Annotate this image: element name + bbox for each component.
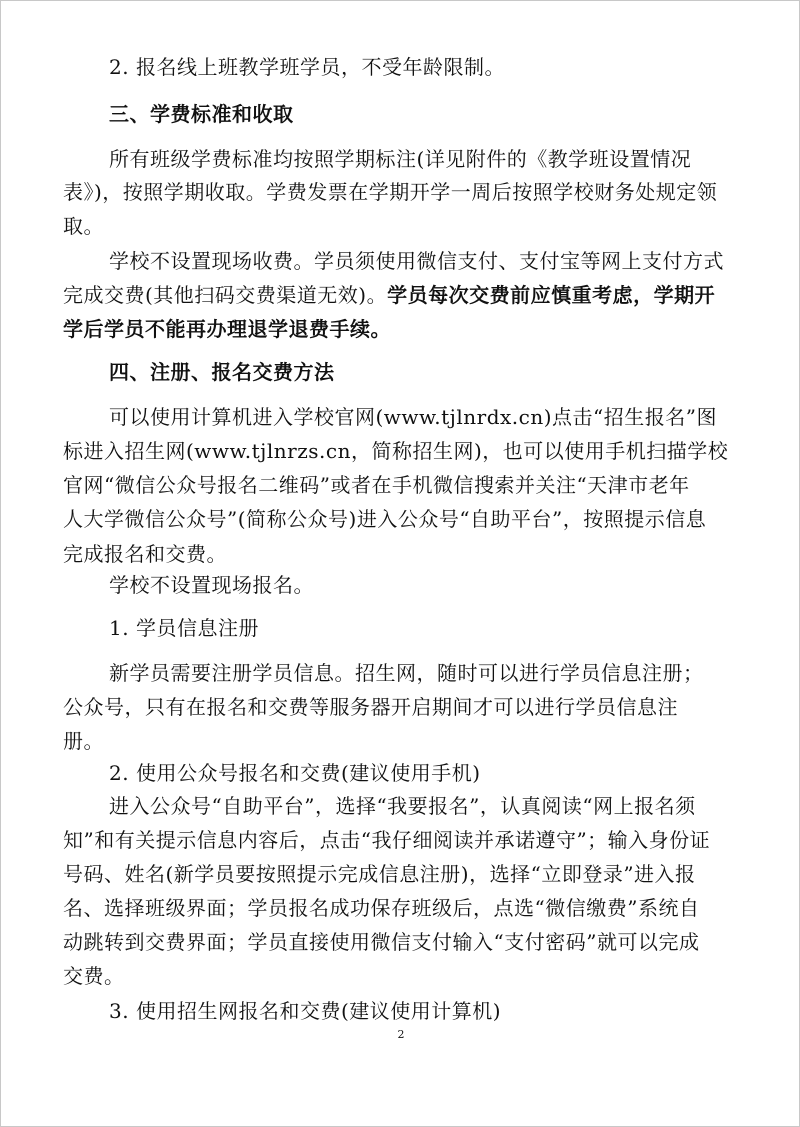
paragraph-line: 标进入招生网(www.tjlnrzs.cn，简称招生网)，也可以使用手机扫描学校: [63, 439, 729, 463]
paragraph-line: 进入公众号“自助平台”，选择“我要报名”，认真阅读“网上报名须: [109, 794, 696, 818]
paragraph-line: 完成报名和交费。: [63, 542, 227, 566]
paragraph-line: 名、选择班级界面；学员报名成功保存班级后，点选“微信缴费”系统自: [63, 896, 700, 920]
paragraph-line: 知”和有关提示信息内容后，点击“我仔细阅读并承诺遵守”；输入身份证: [63, 828, 711, 852]
paragraph-line: 公众号，只有在报名和交费等服务器开启期间才可以进行学员信息注: [63, 695, 678, 719]
paragraph-line: 人大学微信公众号”(简称公众号)进入公众号“自助平台”，按照提示信息: [63, 507, 707, 531]
bold-warning-text: 学员每次交费前应慎重考虑，学期开: [387, 283, 716, 307]
paragraph-line: 官网“微信公众号报名二维码”或者在手机微信搜索并关注“天津市老年: [63, 473, 690, 497]
paragraph-line: 交费。: [63, 964, 125, 988]
paragraph-line: 学校不设置现场报名。: [109, 573, 314, 597]
list-item-age-limit: 2. 报名线上班教学班学员，不受年龄限制。: [109, 55, 505, 79]
subheading-student-registration: 1. 学员信息注册: [109, 616, 259, 640]
section-heading-registration: 四、注册、报名交费方法: [109, 360, 335, 384]
page-number: 2: [397, 1028, 405, 1041]
paragraph-line: 学校不设置现场收费。学员须使用微信支付、支付宝等网上支付方式: [109, 249, 724, 273]
paragraph-line: [63, 281, 715, 309]
paragraph-text: 完成交费(其他扫码交费渠道无效)。: [63, 283, 388, 307]
paragraph-line: 新学员需要注册学员信息。招生网，随时可以进行学员信息注册；: [109, 661, 704, 685]
paragraph-line: 取。: [63, 214, 104, 238]
subheading-wechat-registration: 2. 使用公众号报名和交费(建议使用手机): [109, 761, 481, 785]
paragraph-line: 所有班级学费标准均按照学期标注(详见附件的《教学班设置情况: [109, 147, 692, 171]
bold-warning-text: 学后学员不能再办理退学退费手续。: [63, 317, 391, 341]
section-heading-tuition: 三、学费标准和收取: [109, 102, 294, 126]
paragraph-line: 册。: [63, 729, 104, 753]
subheading-web-registration: 3. 使用招生网报名和交费(建议使用计算机): [109, 999, 502, 1023]
paragraph-line: 动跳转到交费界面；学员直接使用微信支付输入“支付密码”就可以完成: [63, 930, 700, 954]
paragraph-line: 号码、姓名(新学员要按照提示完成信息注册)，选择“立即登录”进入报: [63, 862, 696, 886]
paragraph-line: 可以使用计算机进入学校官网(www.tjlnrdx.cn)点击“招生报名”图: [109, 405, 717, 429]
paragraph-line: 表》)，按照学期收取。学费发票在学期开学一周后按照学校财务处规定领: [63, 180, 718, 204]
